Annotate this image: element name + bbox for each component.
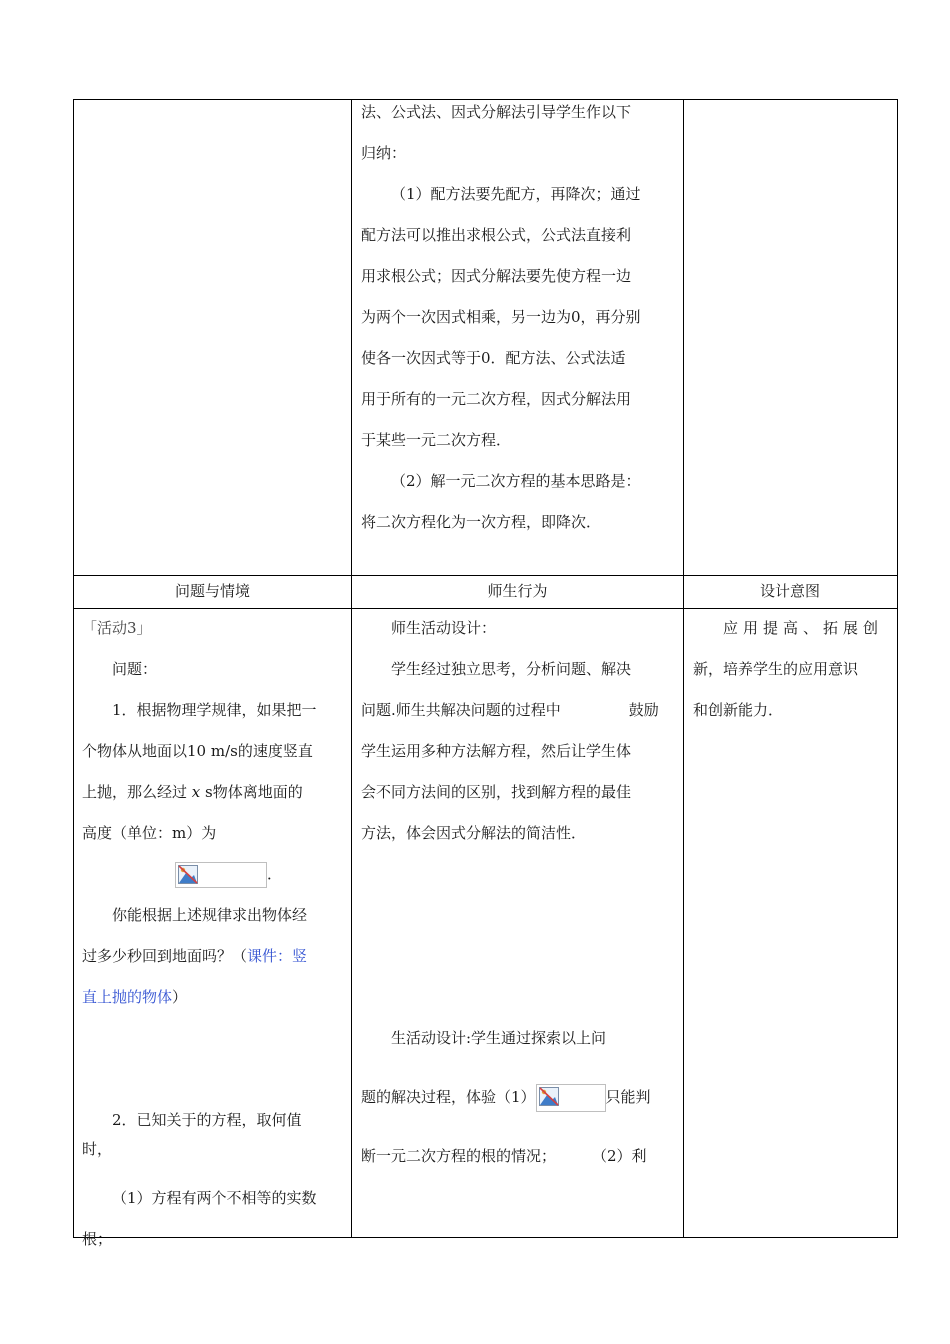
q1-line: 高度（单位：m）为 bbox=[82, 824, 217, 842]
ts-line bbox=[361, 1077, 677, 1118]
intent-line: 应用提高、拓展创 bbox=[723, 619, 884, 637]
formula-period: ． bbox=[267, 865, 283, 883]
ts-text: 问题.师生共解决问题的过程中 bbox=[361, 701, 561, 719]
ts-line: 学生经过独立思考，分析问题、解决 bbox=[391, 660, 632, 678]
ts-line: 会不同方法间的区别，找到解方程的最佳 bbox=[361, 783, 632, 801]
design-label: 师生活动设计： bbox=[391, 619, 497, 637]
column-divider-1 bbox=[351, 99, 352, 1237]
courseware-link-cont[interactable]: 直上抛的物体 bbox=[82, 988, 173, 1006]
q2-line: 2．已知关于的方程，取何值 bbox=[112, 1111, 302, 1129]
summary-line: 归纳： bbox=[361, 144, 407, 162]
ts-text: 断一元二次方程的根的情况； bbox=[361, 1147, 557, 1165]
summary-line: 为两个一次因式相乘，另一边为0，再分别 bbox=[361, 308, 641, 326]
summary-line: （1）配方法要先配方，再降次；通过 bbox=[391, 185, 641, 203]
activity-label: 「活动3」 bbox=[82, 619, 152, 637]
q1-line: 1．根据物理学规律，如果把一 bbox=[112, 701, 317, 719]
q2-line: 根； bbox=[82, 1230, 113, 1248]
ts-text: （2）利 bbox=[592, 1147, 647, 1165]
courseware-link[interactable]: 课件：竖 bbox=[247, 947, 308, 965]
summary-line: 使各一次因式等于0．配方法、公式法适 bbox=[361, 349, 626, 367]
header-problem-context: 问题与情境 bbox=[174, 582, 250, 600]
summary-line: 将二次方程化为一次方程，即降次． bbox=[361, 513, 602, 531]
ts-line: 方法，体会因式分解法的简洁性． bbox=[361, 824, 587, 842]
summary-line: 用求根公式；因式分解法要先使方程一边 bbox=[361, 267, 632, 285]
ts-line bbox=[361, 690, 677, 731]
column-divider-2 bbox=[683, 99, 684, 1237]
ts-line: 生活动设计:学生通过探索以上问 bbox=[391, 1029, 607, 1047]
ts-line: 学生运用多种方法解方程，然后让学生体 bbox=[361, 742, 632, 760]
q1-text: s物体离地面的 bbox=[205, 783, 303, 801]
intent-line: 和创新能力． bbox=[693, 701, 784, 719]
summary-cell bbox=[361, 92, 677, 543]
q1-line bbox=[82, 977, 348, 1018]
summary-line: 法、公式法、因式分解法引导学生作以下 bbox=[361, 103, 632, 121]
formula-row bbox=[82, 854, 348, 895]
summary-line: 用于所有的一元二次方程，因式分解法用 bbox=[361, 390, 632, 408]
formula-image-placeholder bbox=[536, 1084, 606, 1112]
teacher-student-cell bbox=[361, 608, 677, 1177]
q2-line: （1）方程有两个不相等的实数 bbox=[112, 1189, 317, 1207]
question-heading: 问题： bbox=[112, 660, 158, 678]
design-intent-cell bbox=[693, 608, 891, 731]
q1-line bbox=[82, 772, 348, 813]
summary-line: （2）解一元二次方程的基本思路是： bbox=[391, 472, 641, 490]
q1-text: ） bbox=[172, 988, 188, 1006]
ts-text: 鼓励 bbox=[628, 701, 659, 719]
q1-text: 过多少秒回到地面吗？（ bbox=[82, 947, 248, 965]
ts-text: 题的解决过程，体验（1） bbox=[361, 1088, 536, 1106]
formula-image-placeholder bbox=[175, 862, 267, 888]
summary-line: 于某些一元二次方程． bbox=[361, 431, 512, 449]
q1-line: 你能根据上述规律求出物体经 bbox=[112, 906, 308, 924]
problem-cell bbox=[82, 608, 348, 1260]
broken-image-icon bbox=[539, 1087, 561, 1107]
q2-line: 时， bbox=[82, 1140, 113, 1158]
q1-line bbox=[82, 936, 348, 977]
variable-x: x bbox=[191, 783, 201, 801]
q1-line: 个物体从地面以10 m/s的速度竖直 bbox=[82, 742, 313, 760]
q1-text: 上抛，那么经过 bbox=[82, 783, 188, 801]
header-design-intent: 设计意图 bbox=[759, 582, 820, 600]
ts-text: 只能判 bbox=[605, 1088, 651, 1106]
summary-line: 配方法可以推出求根公式，公式法直接利 bbox=[361, 226, 632, 244]
ts-line bbox=[361, 1136, 677, 1177]
intent-line: 新，培养学生的应用意识 bbox=[693, 660, 859, 678]
header-teacher-student: 师生行为 bbox=[487, 582, 548, 600]
broken-image-icon bbox=[178, 865, 200, 885]
